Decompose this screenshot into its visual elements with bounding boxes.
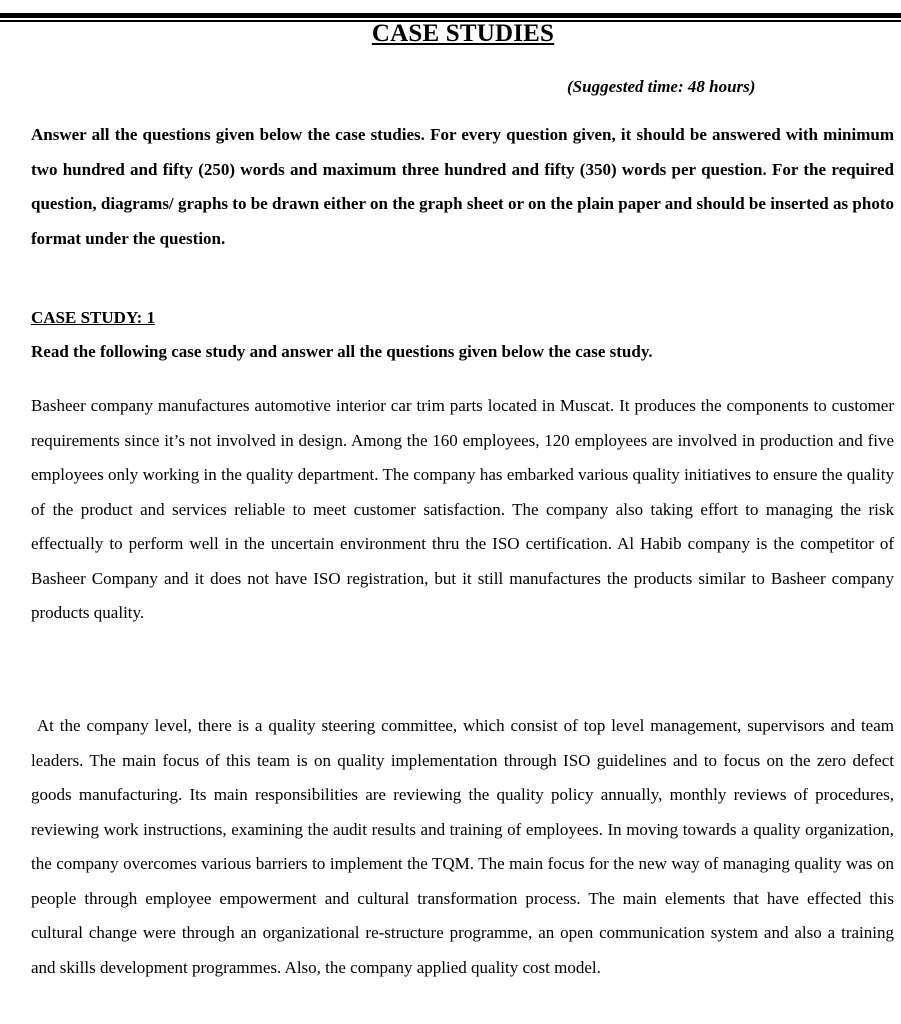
suggested-time: (Suggested time: 48 hours) xyxy=(567,77,756,96)
case-study-heading: CASE STUDY: 1 xyxy=(31,308,156,327)
page-title: CASE STUDIES xyxy=(371,20,555,47)
case-study-paragraph: Basheer company manufactures automotive interior car trim parts located in Muscat. It produces the components to customer requirements since it’s not involved in design. Among the 160 employees, 120 employees are involved in production and five employees only working in the quality department. The company has embarked various quality initiatives to ensure the quality of the product and services reliable to meet customer satisfaction. The company also taking effort to managing the risk effectually to perform well in the uncertain environment thru the ISO certification. Al Habib company is the competitor of Basheer Company and it does not have ISO registration, but it still manufactures the products similar to Basheer company products quality. xyxy=(31,396,894,622)
header-rule-thick xyxy=(0,13,901,18)
instructions-paragraph: Answer all the questions given below the case studies. For every question given, it should be answered with minimum two hundred and fifty (250) words and maximum three hundred and fifty (350) words per question. For the required question, diagrams/ graphs to be drawn either on the graph sheet or on the plain paper and should be inserted as photo format under the question. xyxy=(31,125,894,249)
case-study-prompt: Read the following case study and answer all the questions given below the case study. xyxy=(31,342,653,361)
case-study-paragraph: At the company level, there is a quality steering committee, which consist of top level management, supervisors and team leaders. The main focus of this team is on quality implementation through ISO guidelines and to focus on the zero defect goods manufacturing. Its main responsibilities are reviewing the quality policy annually, monthly reviews of procedures, reviewing work instructions, examining the audit results and training of employees. In moving towards a quality organization, the company overcomes various barriers to implement the TQM. The main focus for the new way of managing quality was on people through employee empowerment and cultural transformation process. The main elements that have effected this cultural change were through an organizational re-structure programme, an open communication system and also a training and skills development programmes. Also, the company applied quality cost model. xyxy=(31,716,899,977)
